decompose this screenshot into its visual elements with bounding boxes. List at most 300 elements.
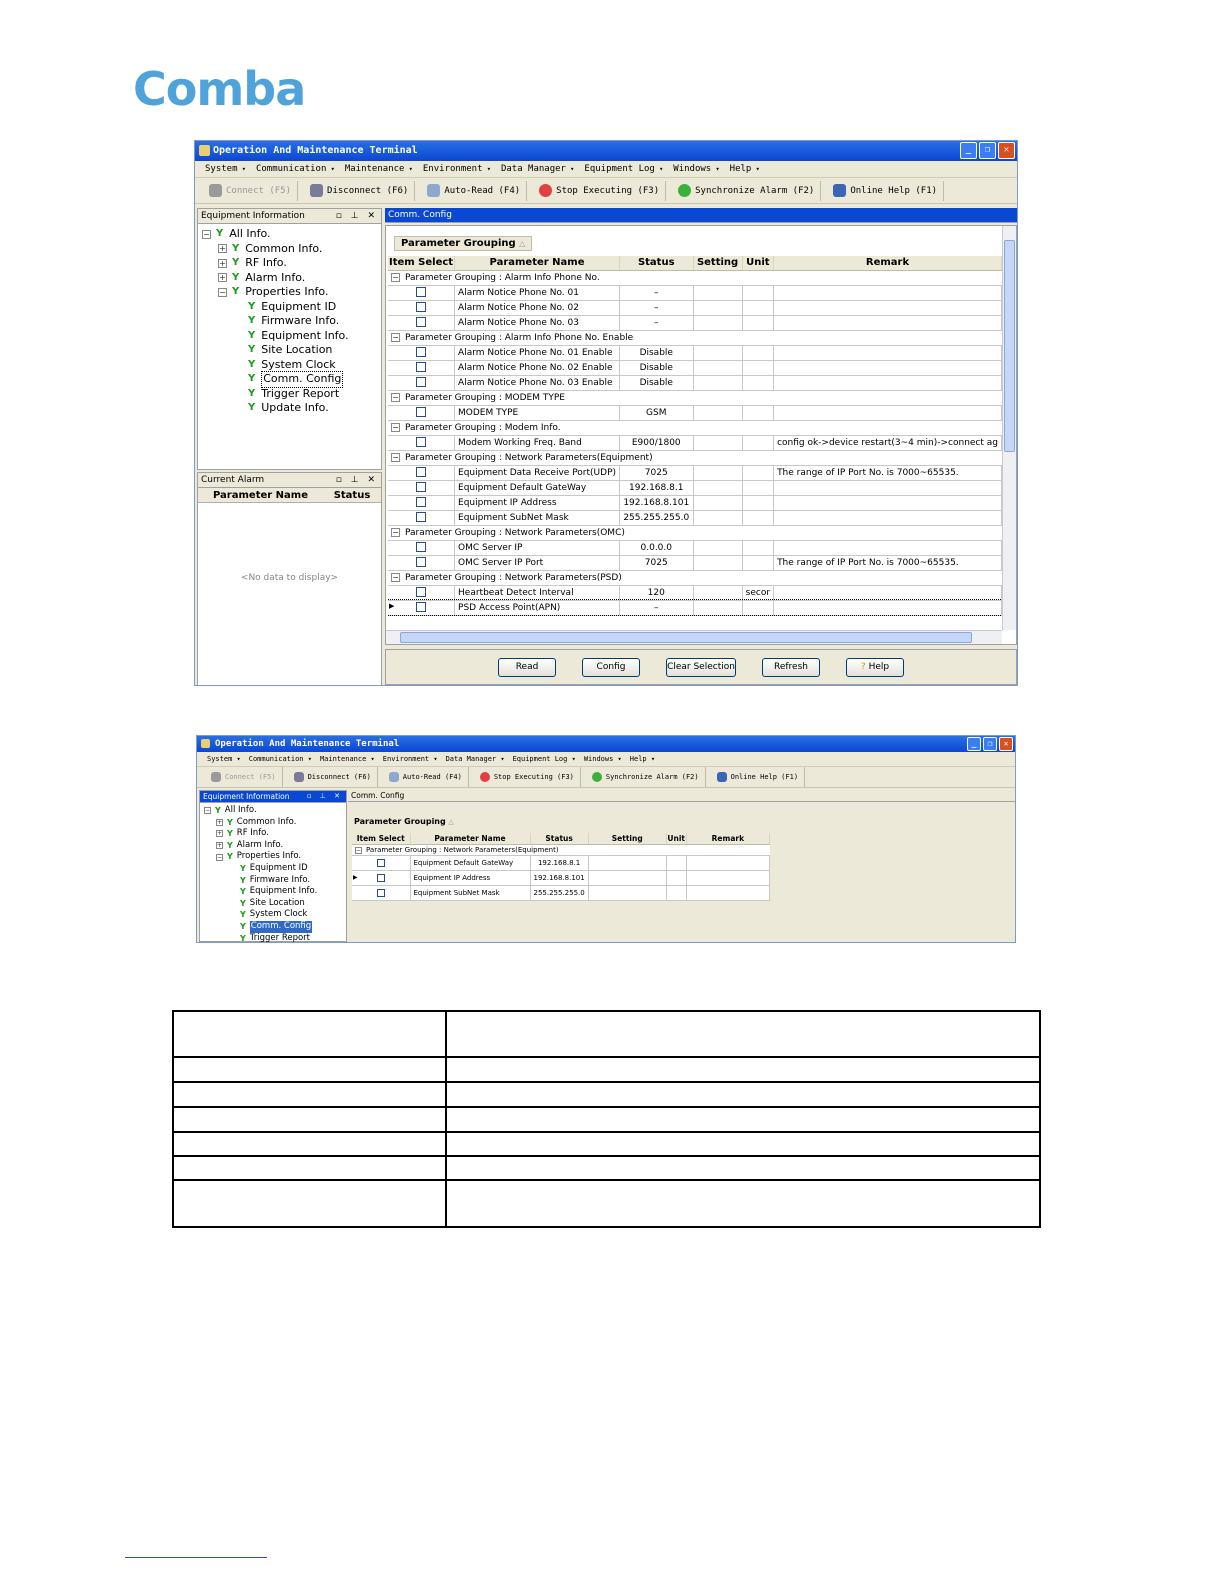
panel-controls[interactable]: ▫ ⊥ ✕: [306, 792, 343, 800]
alarm-column-headers: [198, 488, 381, 503]
tab-label: Comm. Config: [351, 791, 405, 800]
col-item-select[interactable]: Item Select: [352, 833, 410, 844]
doc-table-row: [173, 1057, 1040, 1082]
param-name: Alarm Notice Phone No. 03 Enable: [455, 375, 620, 390]
group-title: Parameter Grouping : MODEM TYPE: [405, 392, 565, 403]
tree-node-common-info[interactable]: [202, 242, 381, 257]
item-checkbox[interactable]: [416, 347, 426, 357]
node-icon: Y: [227, 840, 233, 850]
restore-button[interactable]: ❐: [979, 142, 996, 159]
col-unit[interactable]: Unit: [667, 833, 686, 843]
param-setting[interactable]: [693, 375, 742, 390]
auto-read-button[interactable]: [421, 181, 527, 201]
param-setting[interactable]: [693, 480, 742, 495]
item-checkbox[interactable]: [377, 874, 385, 882]
connect-label: Connect (F5): [225, 773, 276, 781]
param-remark: [774, 375, 1002, 390]
col-item-select[interactable]: Item Select: [388, 257, 454, 269]
table-row[interactable]: [388, 465, 1002, 480]
table-row[interactable]: [388, 405, 1002, 420]
param-status: Disable: [620, 360, 693, 375]
param-unit: [742, 315, 773, 330]
item-checkbox[interactable]: [416, 497, 426, 507]
expand-icon[interactable]: +: [219, 258, 226, 268]
comm-config-tab[interactable]: [348, 790, 1015, 802]
connect-button[interactable]: [203, 181, 298, 201]
tree-label: All Info.: [229, 227, 271, 240]
col-setting[interactable]: Setting: [588, 833, 666, 844]
collapse-icon[interactable]: −: [203, 229, 210, 239]
tree-label: RF Info.: [245, 256, 287, 269]
online-help-label: Online Help (F1): [730, 773, 799, 781]
group-title: Parameter Grouping : Alarm Info Phone No. Enable: [405, 332, 634, 343]
param-name: Equipment Data Receive Port(UDP): [455, 465, 620, 480]
node-icon: Y: [216, 228, 224, 239]
expand-icon[interactable]: +: [217, 842, 223, 850]
minimize-button[interactable]: _: [960, 142, 977, 159]
param-name: PSD Access Point(APN): [455, 600, 620, 615]
menu-equipment-log[interactable]: Equipment Log ▾: [584, 161, 663, 177]
item-checkbox[interactable]: [416, 302, 426, 312]
param-status: 255.255.255.0: [620, 510, 693, 525]
sort-icon: △: [448, 818, 454, 826]
stop-icon: [539, 184, 552, 197]
row-pointer-icon: ▶: [353, 873, 358, 881]
group-row[interactable]: [388, 270, 1002, 285]
item-checkbox[interactable]: [416, 407, 426, 417]
collapse-icon[interactable]: −: [392, 392, 399, 402]
param-setting[interactable]: [693, 300, 742, 315]
tree-node-comm-config[interactable]: [204, 921, 346, 933]
auto-read-label: Auto-Read (F4): [402, 773, 462, 781]
node-icon: Y: [248, 329, 256, 341]
table-row[interactable]: [352, 855, 770, 870]
tree-node-system-clock[interactable]: [204, 909, 346, 921]
equipment-info-title: Equipment Information: [203, 792, 290, 801]
param-unit: secor: [742, 585, 773, 600]
group-by-box[interactable]: [348, 803, 1015, 833]
table-row[interactable]: [388, 300, 1002, 315]
expand-icon[interactable]: +: [219, 273, 226, 283]
col-parameter-name[interactable]: Parameter Name: [455, 256, 620, 270]
node-icon: Y: [240, 898, 246, 908]
tree-node-trigger-report[interactable]: [204, 933, 346, 943]
tree-node-all-info[interactable]: [202, 227, 381, 242]
group-row[interactable]: [388, 450, 1002, 465]
menu-system[interactable]: System ▾: [207, 752, 241, 766]
item-checkbox[interactable]: [416, 377, 426, 387]
menu-windows[interactable]: Windows ▾: [584, 752, 622, 766]
collapse-icon[interactable]: −: [217, 853, 223, 861]
collapse-icon[interactable]: −: [205, 807, 211, 815]
col-remark[interactable]: Remark: [686, 833, 769, 844]
menu-maintenance[interactable]: Maintenance ▾: [345, 161, 413, 177]
tree-node-site-location[interactable]: [204, 898, 346, 910]
param-setting[interactable]: [693, 435, 742, 450]
param-status: –: [620, 315, 693, 330]
clear-selection-button[interactable]: Clear Selection: [666, 658, 736, 677]
tree-label: Update Info.: [261, 401, 329, 414]
help-label: Help: [868, 661, 890, 672]
table-row[interactable]: [388, 495, 1002, 510]
disconnect-icon: [294, 772, 304, 782]
group-title: Parameter Grouping : Modem Info.: [405, 422, 561, 433]
menu-windows[interactable]: Windows ▾: [673, 161, 719, 177]
alarm-col-status[interactable]: Status: [333, 490, 371, 501]
doc-table-cell: [173, 1057, 446, 1082]
tree-label: Properties Info.: [245, 285, 329, 298]
read-button[interactable]: Read: [498, 658, 556, 677]
param-name: Alarm Notice Phone No. 01: [455, 285, 620, 300]
equipment-tree: [198, 224, 381, 416]
doc-table-cell: [446, 1082, 1040, 1107]
tree-label: Properties Info.: [236, 851, 302, 862]
node-icon: Y: [215, 806, 221, 815]
col-parameter-name[interactable]: Parameter Name: [410, 833, 530, 844]
current-alarm-panel: [197, 472, 382, 686]
config-button[interactable]: Config: [582, 658, 640, 677]
doc-table-row: [173, 1132, 1040, 1156]
table-row[interactable]: [388, 285, 1002, 300]
alarm-col-parameter-name[interactable]: Parameter Name: [213, 490, 308, 501]
expand-icon[interactable]: +: [219, 244, 226, 254]
node-icon: Y: [240, 875, 246, 885]
sync-label: Synchronize Alarm (F2): [695, 185, 815, 196]
tree-node-comm-config[interactable]: [202, 372, 381, 387]
menu-equipment-log[interactable]: Equipment Log ▾: [513, 752, 576, 766]
tree-node-system-clock[interactable]: [202, 358, 381, 373]
item-checkbox[interactable]: [377, 889, 385, 897]
parameter-grid-panel: [348, 803, 1015, 942]
tree-node-firmware-info[interactable]: [202, 314, 381, 329]
menu-communication[interactable]: Communication ▾: [249, 752, 312, 766]
group-title: Parameter Grouping : Network Parameters(OMC): [405, 527, 625, 538]
tree-node-equipment-id[interactable]: [202, 300, 381, 315]
table-row[interactable]: [388, 375, 1002, 390]
param-unit: [742, 600, 773, 615]
param-name: Equipment SubNet Mask: [455, 510, 620, 525]
tree-node-trigger-report[interactable]: [202, 387, 381, 402]
doc-table-cell: [446, 1057, 1040, 1082]
param-name: Equipment IP Address: [410, 870, 530, 885]
help-button[interactable]: [846, 658, 904, 677]
vertical-scroll-thumb[interactable]: [1004, 240, 1015, 452]
param-unit: [742, 540, 773, 555]
collapse-icon[interactable]: −: [392, 422, 399, 432]
item-checkbox[interactable]: [416, 317, 426, 327]
param-status: 120: [620, 585, 693, 600]
online-help-button[interactable]: [711, 767, 805, 787]
col-status[interactable]: Status: [620, 256, 693, 270]
group-row[interactable]: [352, 844, 770, 855]
table-row-selected[interactable]: [388, 600, 1002, 615]
auto-read-icon: [389, 772, 399, 782]
disconnect-button[interactable]: [288, 767, 378, 787]
tree-label: Firmware Info.: [249, 874, 311, 885]
sync-icon: [592, 772, 602, 782]
menu-help[interactable]: Help ▾: [630, 752, 655, 766]
tree-node-firmware-info[interactable]: [204, 875, 346, 887]
item-checkbox[interactable]: [416, 482, 426, 492]
group-title: Parameter Grouping : Network Parameters(PSD): [405, 572, 622, 583]
menu-help[interactable]: Help ▾: [730, 161, 760, 177]
col-status[interactable]: Status: [530, 833, 588, 844]
param-status: 0.0.0.0: [620, 540, 693, 555]
param-status: –: [620, 600, 693, 615]
col-setting[interactable]: Setting: [693, 256, 742, 270]
param-remark: [774, 540, 1002, 555]
panel-controls[interactable]: ▫ ⊥ ✕: [335, 211, 378, 221]
item-checkbox[interactable]: [416, 362, 426, 372]
doc-table-cell: [446, 1156, 1040, 1180]
param-unit: [742, 510, 773, 525]
param-setting[interactable]: [693, 465, 742, 480]
node-icon: Y: [227, 817, 233, 827]
item-checkbox[interactable]: [416, 512, 426, 522]
node-icon: Y: [232, 257, 240, 268]
item-checkbox[interactable]: [377, 859, 385, 867]
item-checkbox[interactable]: [416, 602, 426, 612]
collapse-icon[interactable]: −: [392, 452, 399, 462]
doc-table-row: [173, 1107, 1040, 1132]
param-unit: [742, 435, 773, 450]
doc-table-row: [173, 1011, 1040, 1057]
connect-button[interactable]: [205, 767, 283, 787]
tree-label: Site Location: [249, 897, 305, 908]
collapse-icon[interactable]: −: [356, 846, 362, 854]
tree-node-update-info[interactable]: [202, 401, 381, 416]
sync-icon: [678, 184, 691, 197]
tree-node-site-location[interactable]: [202, 343, 381, 358]
param-remark: [774, 360, 1002, 375]
tree-label: Equipment Info.: [249, 886, 318, 897]
param-status: 192.168.8.101: [620, 495, 693, 510]
disconnect-button[interactable]: [304, 181, 415, 201]
param-remark: [774, 480, 1002, 495]
expand-icon[interactable]: +: [217, 818, 223, 826]
group-row[interactable]: [388, 570, 1002, 585]
online-help-button[interactable]: [827, 181, 944, 201]
tree-node-properties-info[interactable]: [202, 285, 381, 300]
table-row[interactable]: [388, 555, 1002, 570]
param-remark: [774, 585, 1002, 600]
group-row[interactable]: [388, 525, 1002, 540]
collapse-icon[interactable]: −: [392, 527, 399, 537]
doc-table-cell: [173, 1132, 446, 1156]
current-alarm-header: [198, 473, 381, 488]
tree-node-rf-info[interactable]: [202, 256, 381, 271]
param-setting[interactable]: [588, 855, 666, 870]
param-setting[interactable]: [693, 585, 742, 600]
no-data-message: <No data to display>: [240, 573, 339, 583]
param-unit: [742, 345, 773, 360]
param-remark: [774, 315, 1002, 330]
param-status: GSM: [620, 405, 693, 420]
param-unit: [742, 360, 773, 375]
doc-table-cell: [173, 1011, 446, 1057]
param-status: E900/1800: [620, 435, 693, 450]
param-name: Equipment IP Address: [455, 495, 620, 510]
table-row[interactable]: [388, 480, 1002, 495]
expand-icon[interactable]: +: [217, 830, 223, 838]
minimize-button[interactable]: _: [967, 737, 981, 751]
param-name: Alarm Notice Phone No. 01 Enable: [455, 345, 620, 360]
tree-label: Site Location: [261, 343, 333, 356]
table-row-selected[interactable]: [352, 870, 770, 885]
node-icon: Y: [232, 271, 240, 283]
synchronize-alarm-button[interactable]: [586, 767, 706, 787]
doc-table-cell: [446, 1011, 1040, 1057]
item-checkbox[interactable]: [416, 557, 426, 567]
menu-system[interactable]: System ▾: [205, 161, 246, 177]
doc-table-cell: [173, 1180, 446, 1227]
close-button[interactable]: ✕: [998, 142, 1015, 159]
grouping-chip[interactable]: [394, 236, 532, 251]
table-row[interactable]: [388, 345, 1002, 360]
stop-executing-button[interactable]: [474, 767, 581, 787]
help-icon: [717, 772, 727, 782]
main-window: [194, 140, 1018, 686]
tree-node-alarm-info[interactable]: [204, 840, 346, 852]
param-setting[interactable]: [693, 600, 742, 615]
param-setting[interactable]: [693, 360, 742, 375]
col-remark[interactable]: Remark: [774, 256, 1002, 270]
param-setting[interactable]: [693, 315, 742, 330]
tree-node-all-info[interactable]: [204, 805, 346, 817]
param-remark: [774, 285, 1002, 300]
param-setting[interactable]: [693, 555, 742, 570]
doc-table-cell: [446, 1107, 1040, 1132]
tree-label: Common Info.: [236, 816, 297, 827]
window-title: Operation And Maintenance Terminal: [215, 739, 400, 749]
menu-communication[interactable]: Communication ▾: [256, 161, 335, 177]
table-row[interactable]: [388, 435, 1002, 450]
synchronize-alarm-button[interactable]: [672, 181, 821, 201]
doc-table-cell: [173, 1107, 446, 1132]
auto-read-button[interactable]: [383, 767, 469, 787]
menu-environment[interactable]: Environment ▾: [423, 161, 491, 177]
node-icon: Y: [227, 852, 233, 862]
param-setting[interactable]: [693, 405, 742, 420]
help-icon: [833, 184, 846, 197]
tree-node-alarm-info[interactable]: [202, 271, 381, 286]
table-row[interactable]: [388, 510, 1002, 525]
parameter-table: [352, 833, 770, 901]
param-setting[interactable]: [693, 495, 742, 510]
group-title: Parameter Grouping : Alarm Info Phone No.: [405, 272, 600, 283]
menu-data-manager[interactable]: Data Manager ▾: [501, 161, 574, 177]
tree-label: Trigger Report: [261, 386, 340, 400]
refresh-button[interactable]: Refresh: [762, 658, 820, 677]
tree-node-equipment-info[interactable]: [202, 329, 381, 344]
node-icon: Y: [240, 887, 246, 897]
menu-data-manager[interactable]: Data Manager ▾: [446, 752, 505, 766]
item-checkbox[interactable]: [416, 587, 426, 597]
table-row[interactable]: [352, 885, 770, 900]
doc-table-cell: [173, 1156, 446, 1180]
stop-executing-button[interactable]: [533, 181, 666, 201]
col-unit[interactable]: Unit: [742, 256, 773, 270]
restore-button[interactable]: ❐: [983, 737, 997, 751]
horizontal-scroll-thumb[interactable]: [400, 632, 972, 643]
vertical-scrollbar[interactable]: [1002, 226, 1016, 630]
group-row[interactable]: [388, 330, 1002, 345]
param-name: Alarm Notice Phone No. 02: [455, 300, 620, 315]
grouping-label: Parameter Grouping: [401, 238, 516, 249]
title-bar: [197, 736, 1015, 752]
row-pointer-icon: ▶: [389, 602, 395, 611]
doc-table-cell: [446, 1132, 1040, 1156]
horizontal-scrollbar[interactable]: [386, 630, 1002, 644]
tree-node-equipment-info[interactable]: [204, 886, 346, 898]
param-setting[interactable]: [693, 345, 742, 360]
item-checkbox[interactable]: [416, 437, 426, 447]
collapse-icon[interactable]: −: [219, 287, 226, 297]
tree-label: Equipment ID: [249, 862, 308, 873]
group-row[interactable]: [388, 390, 1002, 405]
grouping-label: Parameter Grouping: [354, 817, 446, 826]
param-unit: [666, 885, 686, 900]
param-unit: [742, 480, 773, 495]
comba-logo: Comba: [133, 62, 306, 116]
param-setting[interactable]: [588, 870, 666, 885]
tree-node-rf-info[interactable]: [204, 828, 346, 840]
connect-icon: [209, 184, 222, 197]
menu-maintenance[interactable]: Maintenance ▾: [320, 752, 375, 766]
document-table: [172, 1010, 1041, 1228]
table-row[interactable]: [388, 585, 1002, 600]
group-row[interactable]: [388, 420, 1002, 435]
stop-label: Stop Executing (F3): [493, 773, 574, 781]
param-name: Alarm Notice Phone No. 03: [455, 315, 620, 330]
table-row[interactable]: [388, 315, 1002, 330]
param-remark: [686, 855, 769, 870]
collapse-icon[interactable]: −: [392, 272, 399, 282]
tree-node-properties-info[interactable]: [204, 851, 346, 863]
stop-label: Stop Executing (F3): [556, 185, 660, 196]
param-setting[interactable]: [588, 885, 666, 900]
menu-environment[interactable]: Environment ▾: [383, 752, 438, 766]
param-unit: [742, 465, 773, 480]
tree-label: System Clock: [261, 357, 336, 371]
equipment-info-header: [198, 209, 381, 224]
close-button[interactable]: ✕: [999, 737, 1013, 751]
tree-node-equipment-id[interactable]: [204, 863, 346, 875]
collapse-icon[interactable]: −: [392, 572, 399, 582]
param-status: 7025: [620, 465, 693, 480]
toolbar: [195, 178, 1017, 204]
item-checkbox[interactable]: [416, 287, 426, 297]
item-checkbox[interactable]: [416, 542, 426, 552]
param-remark: [774, 405, 1002, 420]
param-remark: [774, 495, 1002, 510]
param-setting[interactable]: [693, 285, 742, 300]
tree-node-common-info[interactable]: [204, 817, 346, 829]
param-status: 192.168.8.101: [530, 870, 588, 885]
table-row[interactable]: [388, 540, 1002, 555]
param-setting[interactable]: [693, 510, 742, 525]
collapse-icon[interactable]: −: [392, 332, 399, 342]
comm-config-tab[interactable]: [385, 208, 1017, 223]
group-by-box[interactable]: [388, 236, 1002, 252]
param-remark: [686, 885, 769, 900]
panel-controls[interactable]: ▫ ⊥ ✕: [335, 475, 378, 485]
equipment-info-header: [200, 791, 346, 803]
table-row[interactable]: [388, 360, 1002, 375]
item-checkbox[interactable]: [416, 467, 426, 477]
param-setting[interactable]: [693, 540, 742, 555]
sync-label: Synchronize Alarm (F2): [605, 773, 699, 781]
